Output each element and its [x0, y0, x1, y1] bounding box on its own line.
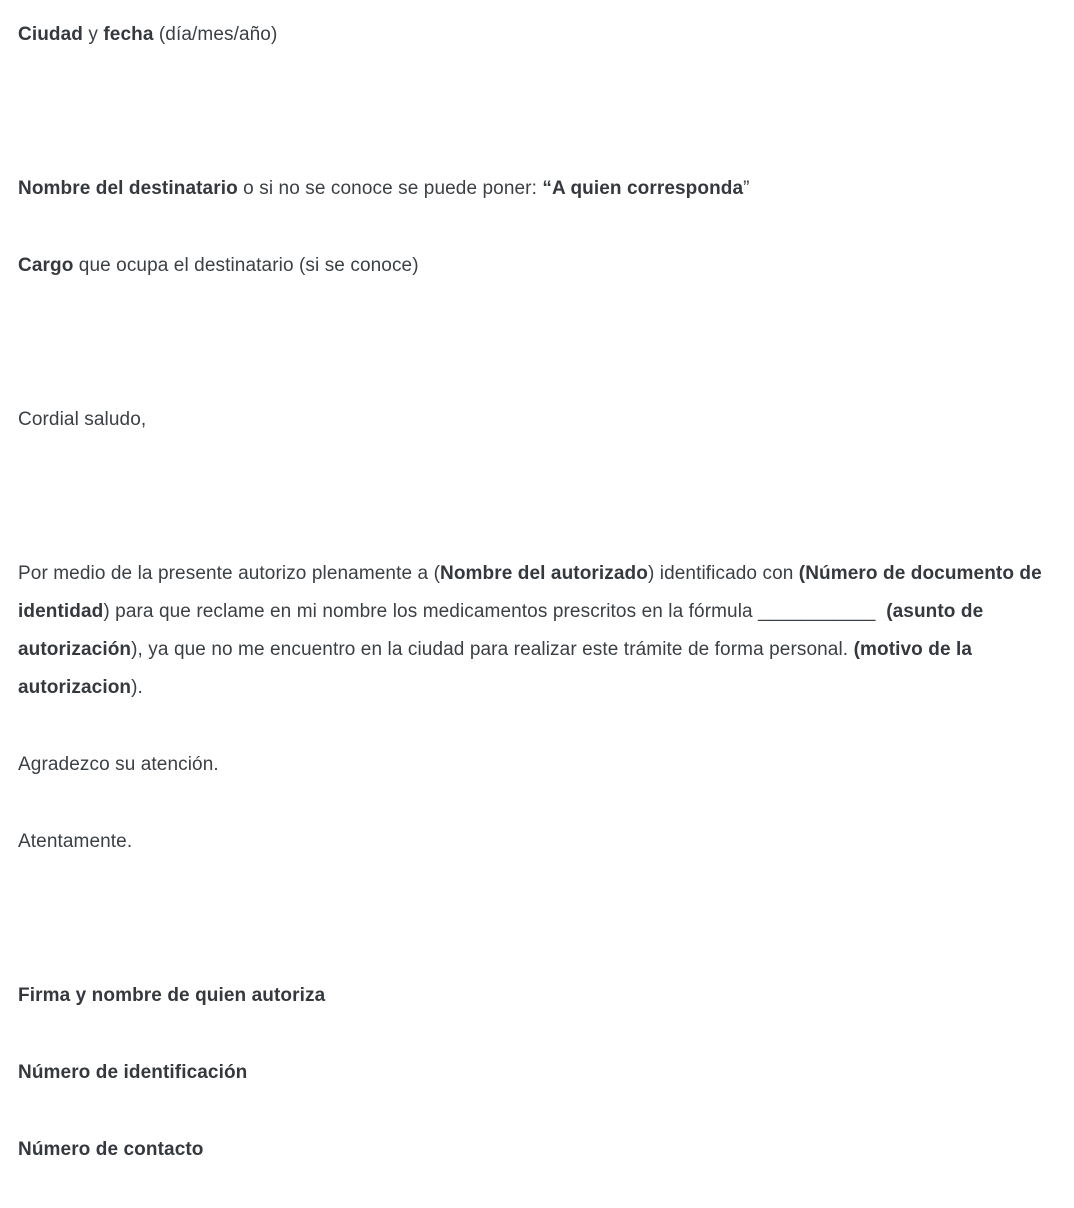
date-line: [18, 16, 1056, 54]
letter-body: [18, 16, 1056, 1169]
bold-text-segment: (asunto de autorización: [18, 601, 984, 660]
blank-line: [18, 324, 1056, 362]
text-segment: Atentamente.: [18, 831, 133, 852]
text-segment: Agradezco su atención.: [18, 754, 219, 775]
bold-text-segment: Número de identificación: [18, 1062, 248, 1083]
text-segment: Por medio de la presente autorizo plenamente a (: [18, 563, 440, 584]
recipient-line: [18, 170, 1056, 208]
body-paragraph: [18, 555, 1056, 707]
text-segment: Cordial saludo,: [18, 409, 147, 430]
text-segment: que ocupa el destinatario (si se conoce): [73, 255, 419, 276]
blank-line: [18, 900, 1056, 938]
text-segment: ”: [743, 178, 750, 199]
signature-line: [18, 977, 1056, 1015]
contact-number-line: [18, 1131, 1056, 1169]
bold-text-segment: Nombre del destinatario: [18, 178, 238, 199]
bold-text-segment: Ciudad: [18, 24, 83, 45]
bold-text-segment: (motivo de la autorizacion: [18, 639, 973, 698]
text-segment: ) para que reclame en mi nombre los medicamentos prescritos en la fórmula ___________: [103, 601, 887, 622]
bold-text-segment: fecha: [103, 24, 154, 45]
position-line: [18, 247, 1056, 285]
greeting-line: [18, 401, 1056, 439]
blank-line: [18, 93, 1056, 131]
text-segment: (día/mes/año): [153, 24, 278, 45]
bold-text-segment: (Número de documento de identidad: [18, 563, 1042, 622]
text-segment: ) identificado con: [647, 563, 799, 584]
bold-text-segment: “A quien corresponda: [542, 178, 744, 199]
bold-text-segment: Firma y nombre de quien autoriza: [18, 985, 326, 1006]
text-segment: y: [83, 24, 104, 45]
id-number-line: [18, 1054, 1056, 1092]
text-segment: ), ya que no me encuentro en la ciudad para realizar este trámite de forma personal.: [131, 639, 854, 660]
closing-line: [18, 823, 1056, 861]
bold-text-segment: Nombre del autorizado: [440, 563, 648, 584]
text-segment: o si no se conoce se puede poner:: [237, 178, 543, 199]
thanks-line: [18, 746, 1056, 784]
blank-line: [18, 478, 1056, 516]
bold-text-segment: Cargo: [18, 255, 74, 276]
bold-text-segment: Número de contacto: [18, 1139, 204, 1160]
text-segment: ).: [131, 677, 143, 698]
